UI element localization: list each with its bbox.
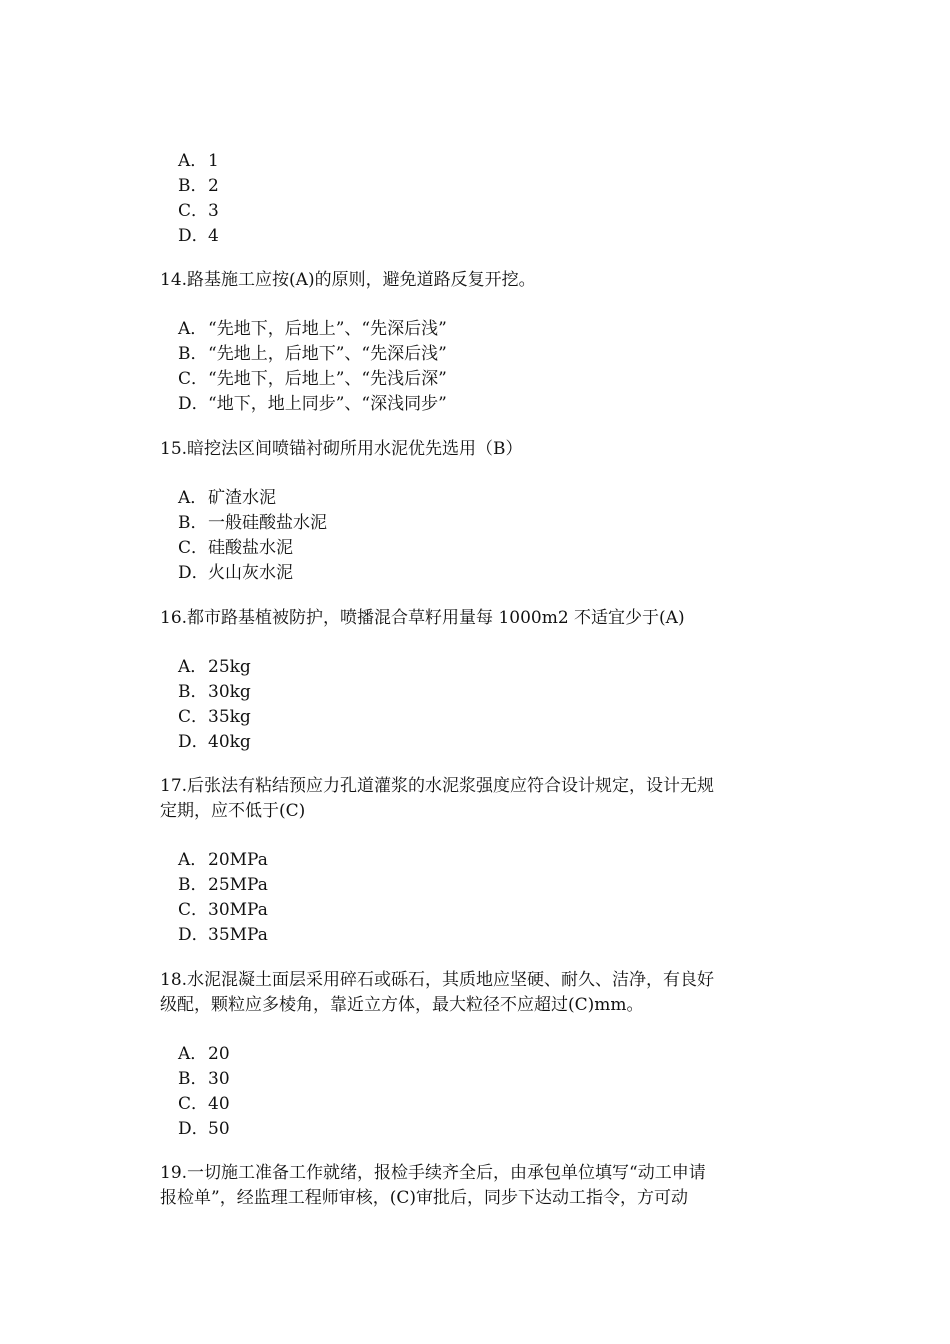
q18-question-line-1: 18.水泥混凝土面层采用碎石或砾石，其质地应坚硬、耐久、洁净，有良好 [160, 970, 715, 990]
q13-option-b: B．2 [178, 176, 219, 196]
q17-question-line-2: 定期，应不低于(C) [160, 801, 306, 821]
q14-question: 14.路基施工应按(A)的原则，避免道路反复开挖。 [160, 270, 536, 290]
q19-question-line-2: 报检单”，经监理工程师审核，(C)审批后，同步下达动工指令，方可动 [160, 1188, 688, 1208]
q13-option-d: D．4 [178, 226, 219, 246]
q17-options [178, 848, 268, 948]
q17-option-d: D．35MPa [178, 925, 268, 945]
q13-option-a: A．1 [178, 151, 219, 171]
q18-question-line-2: 级配，颗粒应多棱角，靠近立方体，最大粒径不应超过(C)mm。 [160, 995, 644, 1015]
q16-question: 16.都市路基植被防护，喷播混合草籽用量每 1000m2 不适宜少于(A) [160, 608, 685, 628]
q14-option-d: D．“地下，地上同步”、“深浅同步” [178, 394, 447, 414]
q14-option-c: C．“先地下，后地上”、“先浅后深” [178, 369, 447, 389]
q14-options [178, 317, 447, 417]
q17-option-b: B．25MPa [178, 875, 268, 895]
q15-question: 15.暗挖法区间喷锚衬砌所用水泥优先选用（B） [160, 439, 523, 459]
q18-option-a: A．20 [178, 1044, 230, 1064]
q19-question [160, 1161, 790, 1211]
q18-option-b: B．30 [178, 1069, 230, 1089]
q15-options [178, 486, 327, 586]
q16-options [178, 655, 251, 755]
q16-option-d: D．40kg [178, 732, 251, 752]
q18-option-d: D．50 [178, 1119, 230, 1139]
q17-question-line-1: 17.后张法有粘结预应力孔道灌浆的水泥浆强度应符合设计规定，设计无规 [160, 776, 715, 796]
q17-question [160, 774, 790, 824]
q16-option-a: A．25kg [178, 657, 251, 677]
q13-option-c: C．3 [178, 201, 219, 221]
q18-option-c: C．40 [178, 1094, 230, 1114]
q15-option-a: A．矿渣水泥 [178, 488, 276, 508]
q18-options [178, 1042, 230, 1142]
q14-option-b: B．“先地上，后地下”、“先深后浅” [178, 344, 447, 364]
q16-option-c: C．35kg [178, 707, 251, 727]
q15-option-b: B．一般硅酸盐水泥 [178, 513, 327, 533]
q17-option-c: C．30MPa [178, 900, 268, 920]
q14-option-a: A．“先地下，后地上”、“先深后浅” [178, 319, 447, 339]
q15-option-c: C．硅酸盐水泥 [178, 538, 293, 558]
q16-option-b: B．30kg [178, 682, 251, 702]
q15-option-d: D．火山灰水泥 [178, 563, 293, 583]
q17-option-a: A．20MPa [178, 850, 268, 870]
q19-question-line-1: 19.一切施工准备工作就绪，报检手续齐全后，由承包单位填写“动工申请 [160, 1163, 706, 1183]
q13-options [178, 149, 219, 249]
q18-question [160, 968, 790, 1018]
